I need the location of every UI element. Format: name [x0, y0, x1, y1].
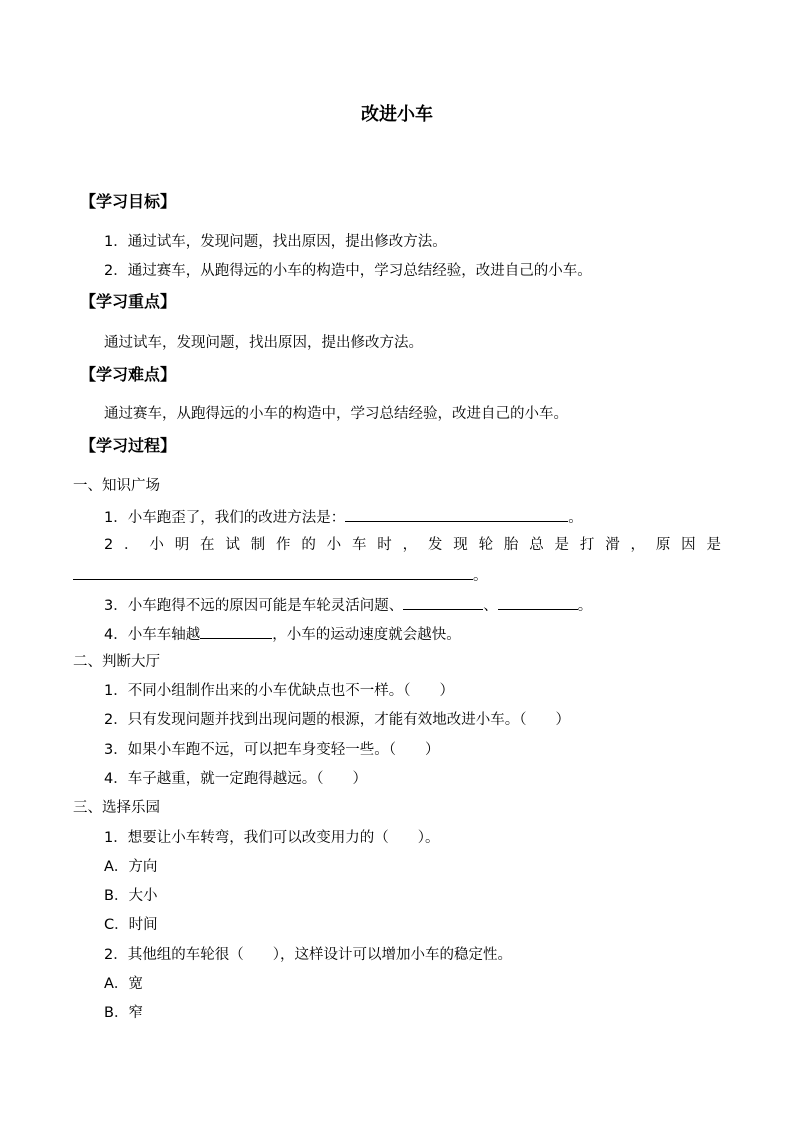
end-mark: 。 — [473, 568, 488, 584]
end-mark: 。 — [568, 510, 583, 526]
judge-item-3: 3．如果小车跑不远，可以把车身变轻一些。（ ） — [104, 742, 440, 758]
answer-blank-2[interactable] — [73, 565, 473, 580]
separator: 、 — [483, 598, 498, 614]
difficulties-text: 通过赛车，从跑得远的小车的构造中，学习总结经验，改进自己的小车。 — [104, 406, 568, 422]
fill-question-4-suffix: ，小车的运动速度就会越快。 — [272, 627, 461, 643]
fill-question-3 — [104, 595, 592, 615]
fill-question-1 — [104, 507, 583, 527]
fill-question-4 — [104, 624, 461, 644]
fill-question-1-text: 1．小车跑歪了，我们的改进方法是： — [104, 510, 346, 526]
choice-question-2: 2．其他组的车轮很（ ），这样设计可以增加小车的稳定性。 — [104, 947, 512, 963]
difficulties-heading: 【学习难点】 — [80, 365, 177, 384]
fill-question-3-text: 3．小车跑得不远的原因可能是车轮灵活问题、 — [104, 598, 404, 614]
section3-heading: 三、选择乐园 — [73, 800, 160, 816]
answer-blank-3b[interactable] — [498, 595, 578, 610]
choice-option-1c: C．时间 — [104, 917, 158, 933]
choice-option-1a: A．方向 — [104, 859, 158, 875]
choice-option-1b: B．大小 — [104, 888, 158, 904]
fill-question-2-blank-line — [73, 565, 488, 585]
objective-item-2: 2．通过赛车，从跑得远的小车的构造中，学习总结经验，改进自己的小车。 — [104, 263, 592, 279]
objective-item-1: 1．通过试车，发现问题，找出原因，提出修改方法。 — [104, 234, 447, 250]
choice-option-2a: A．宽 — [104, 976, 143, 992]
answer-blank-3a[interactable] — [403, 595, 483, 610]
judge-item-2: 2．只有发现问题并找到出现问题的根源，才能有效地改进小车。（ ） — [104, 712, 570, 728]
fill-question-4-prefix: 4．小车车轴越 — [104, 627, 201, 643]
judge-item-1: 1．不同小组制作出来的小车优缺点也不一样。（ ） — [104, 683, 454, 699]
section2-heading: 二、判断大厅 — [73, 654, 160, 670]
page-title: 改进小车 — [361, 104, 433, 125]
judge-item-4: 4．车子越重，就一定跑得越远。（ ） — [104, 771, 367, 787]
key-points-text: 通过试车，发现问题，找出原因，提出修改方法。 — [104, 335, 423, 351]
process-heading: 【学习过程】 — [80, 436, 177, 455]
objectives-heading: 【学习目标】 — [80, 192, 177, 211]
section1-heading: 一、知识广场 — [73, 478, 160, 494]
fill-question-2-text: 2．小明在试制作的小车时，发现轮胎总是打滑，原因是 — [104, 537, 721, 553]
end-mark: 。 — [577, 598, 593, 614]
choice-option-2b: B．窄 — [104, 1005, 143, 1021]
answer-blank-4[interactable] — [200, 624, 272, 639]
key-points-heading: 【学习重点】 — [80, 292, 177, 311]
choice-question-1: 1．想要让小车转弯，我们可以改变用力的（ ）。 — [104, 830, 440, 846]
answer-blank-1[interactable] — [345, 507, 568, 522]
